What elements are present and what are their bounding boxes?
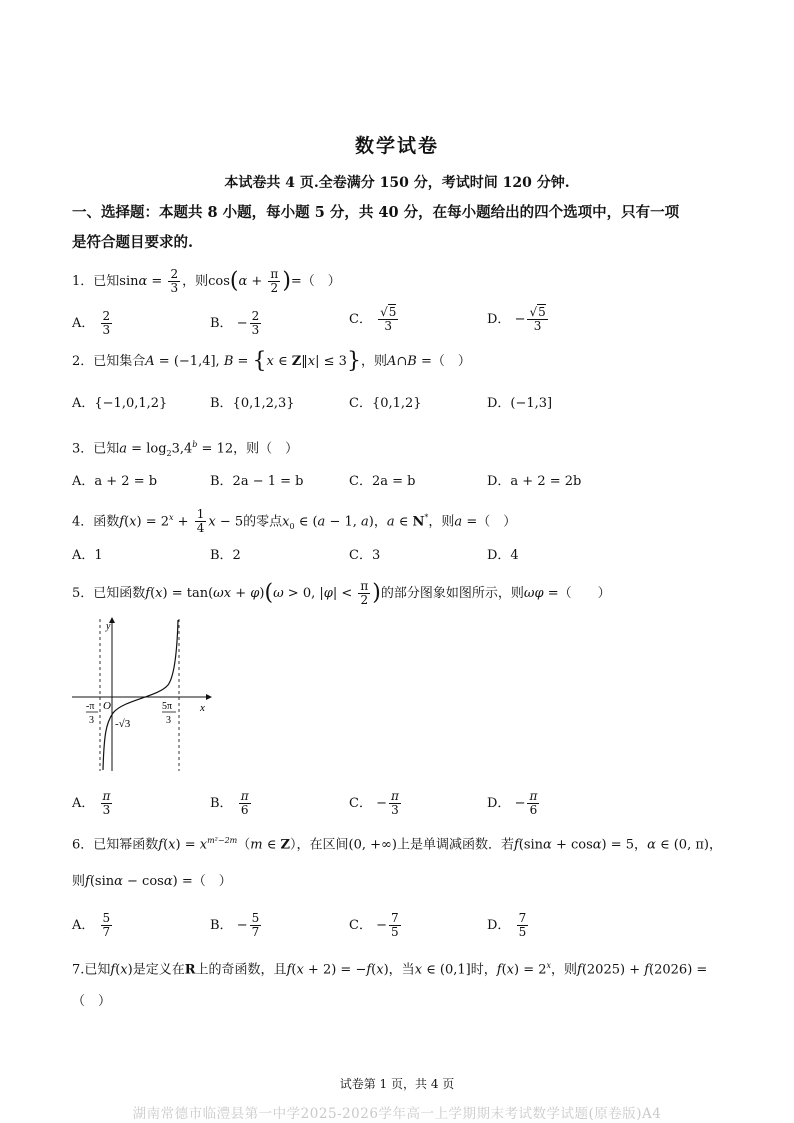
q6-option-b[interactable]: B． − $\frac{5}{7}$ — [210, 911, 260, 939]
q6-option-c[interactable]: C． − $\frac{7}{5}$ — [349, 911, 399, 939]
q3-option-b[interactable]: B．2a − 1 = b — [210, 474, 304, 489]
svg-text:3: 3 — [166, 715, 171, 726]
svg-text:5π: 5π — [162, 701, 173, 712]
q1-option-c[interactable]: C． $\frac{√5}{3}$ — [349, 305, 397, 333]
question-3: 3．已知$a = \log_23,4^b = 12$，则（ ） — [72, 440, 299, 458]
q3-option-c[interactable]: C．2a = b — [349, 474, 416, 489]
q5-option-b[interactable]: B． $\frac{\pi}{6}$ — [210, 789, 249, 817]
question-6-line2: 则f(sinα − cosα) =（ ） — [72, 874, 232, 889]
tan-curve — [103, 620, 178, 770]
q4-option-c[interactable]: C．3 — [349, 548, 381, 563]
q3-option-a[interactable]: A．a + 2 = b — [72, 474, 158, 489]
q1-option-d[interactable]: D． − $\frac{√5}{3}$ — [487, 305, 546, 333]
q1-prefix: 1．已知 — [72, 274, 120, 289]
x-axis-arrow — [206, 694, 212, 700]
question-1: 1．已知sinα = $\frac{2}{3}$ ，则cos(α + $\frac{\pi}{2}$ )=（ ） — [72, 267, 341, 295]
q2-option-a[interactable]: A．{−1,0,1,2} — [72, 396, 168, 411]
q2-option-c[interactable]: C．{0,1,2} — [349, 396, 422, 411]
x-label: x — [200, 702, 205, 714]
y-label: y — [106, 621, 111, 632]
section-heading — [72, 198, 732, 258]
q1-option-b[interactable]: B． − $\frac{2}{3}$ — [210, 309, 260, 337]
section-heading-line1: 一、选择题：本题共 8 小题，每小题 5 分，共 40 分，在每小题给出的四个选项中，只有一项 — [72, 204, 680, 221]
svg-text:3: 3 — [89, 715, 94, 726]
q4-option-a[interactable]: A．1 — [72, 548, 103, 563]
page-title: 数学试卷 — [354, 135, 439, 157]
watermark: 湖南常德市临澧县第一中学2025-2026学年高一上学期期末考试数学试题(原卷版)A4 — [132, 1106, 662, 1122]
q4-option-b[interactable]: B．2 — [210, 548, 241, 563]
question-5: 5．已知函数f(x) = tan(ωx + φ)(ω > 0, |φ| < $\frac{\pi}{2}$ )的部分图象如图所示，则ωφ =（ ） — [72, 579, 611, 607]
section-heading-line2: 是符合题目要求的. — [72, 234, 194, 251]
origin-label: O — [103, 700, 111, 712]
question-6: 6．已知幂函数$f(x) = x^{m^2-2m}(m$ ∈ Z），在区间(0, +∞)上是单调减函数．若f(sinα + cosα) = 5，α ∈ (0, π)， — [72, 836, 722, 853]
q1-option-a[interactable]: A． $\frac{2}{3}$ — [72, 309, 111, 337]
q6-option-a[interactable]: A． $\frac{5}{7}$ — [72, 911, 111, 939]
q1-mid: ，则 — [182, 274, 209, 289]
question-7: 7.已知f(x)是定义在R上的奇函数，且f(x + 2) = −f(x)，当x ∈ (0,1]时，$f(x) = 2^x$，则f(2025) + f(2026) = — [72, 961, 708, 978]
question-7-line2: （ ） — [72, 994, 112, 1009]
exam-info: 本试卷共 4 页.全卷满分 150 分，考试时间 120 分钟. — [224, 175, 570, 191]
y-intercept-label: -√3 — [115, 718, 131, 730]
q3-option-d[interactable]: D．a + 2 = 2b — [487, 474, 582, 489]
question-4: 4．函数$f(x) = 2^x$ + $\frac{1}{4}$ x − 5的零点$x_0$ ∈ (a − 1, a)，a ∈ N*，则a =（ ） — [72, 507, 517, 536]
q5-option-a[interactable]: A． $\frac{\pi}{3}$ — [72, 789, 111, 817]
svg-text:-π: -π — [86, 701, 95, 712]
tangent-graph — [68, 615, 213, 775]
q5-option-c[interactable]: C． − $\frac{\pi}{3}$ — [349, 789, 399, 817]
q5-option-d[interactable]: D． − $\frac{\pi}{6}$ — [487, 789, 538, 817]
q2-option-d[interactable]: D．(−1,3] — [487, 396, 553, 411]
q4-option-d[interactable]: D．4 — [487, 548, 519, 563]
q6-option-d[interactable]: D． $\frac{7}{5}$ — [487, 911, 527, 939]
q2-option-b[interactable]: B．{0,1,2,3} — [210, 396, 295, 411]
question-2: 2．已知集合A = (−1,4], B = {x ∈ Z‖x| ≤ 3}，则A∩B =（ ） — [72, 348, 471, 374]
page-footer: 试卷第 1 页，共 4 页 — [339, 1077, 455, 1091]
q1-tail: =（ ） — [290, 274, 341, 289]
